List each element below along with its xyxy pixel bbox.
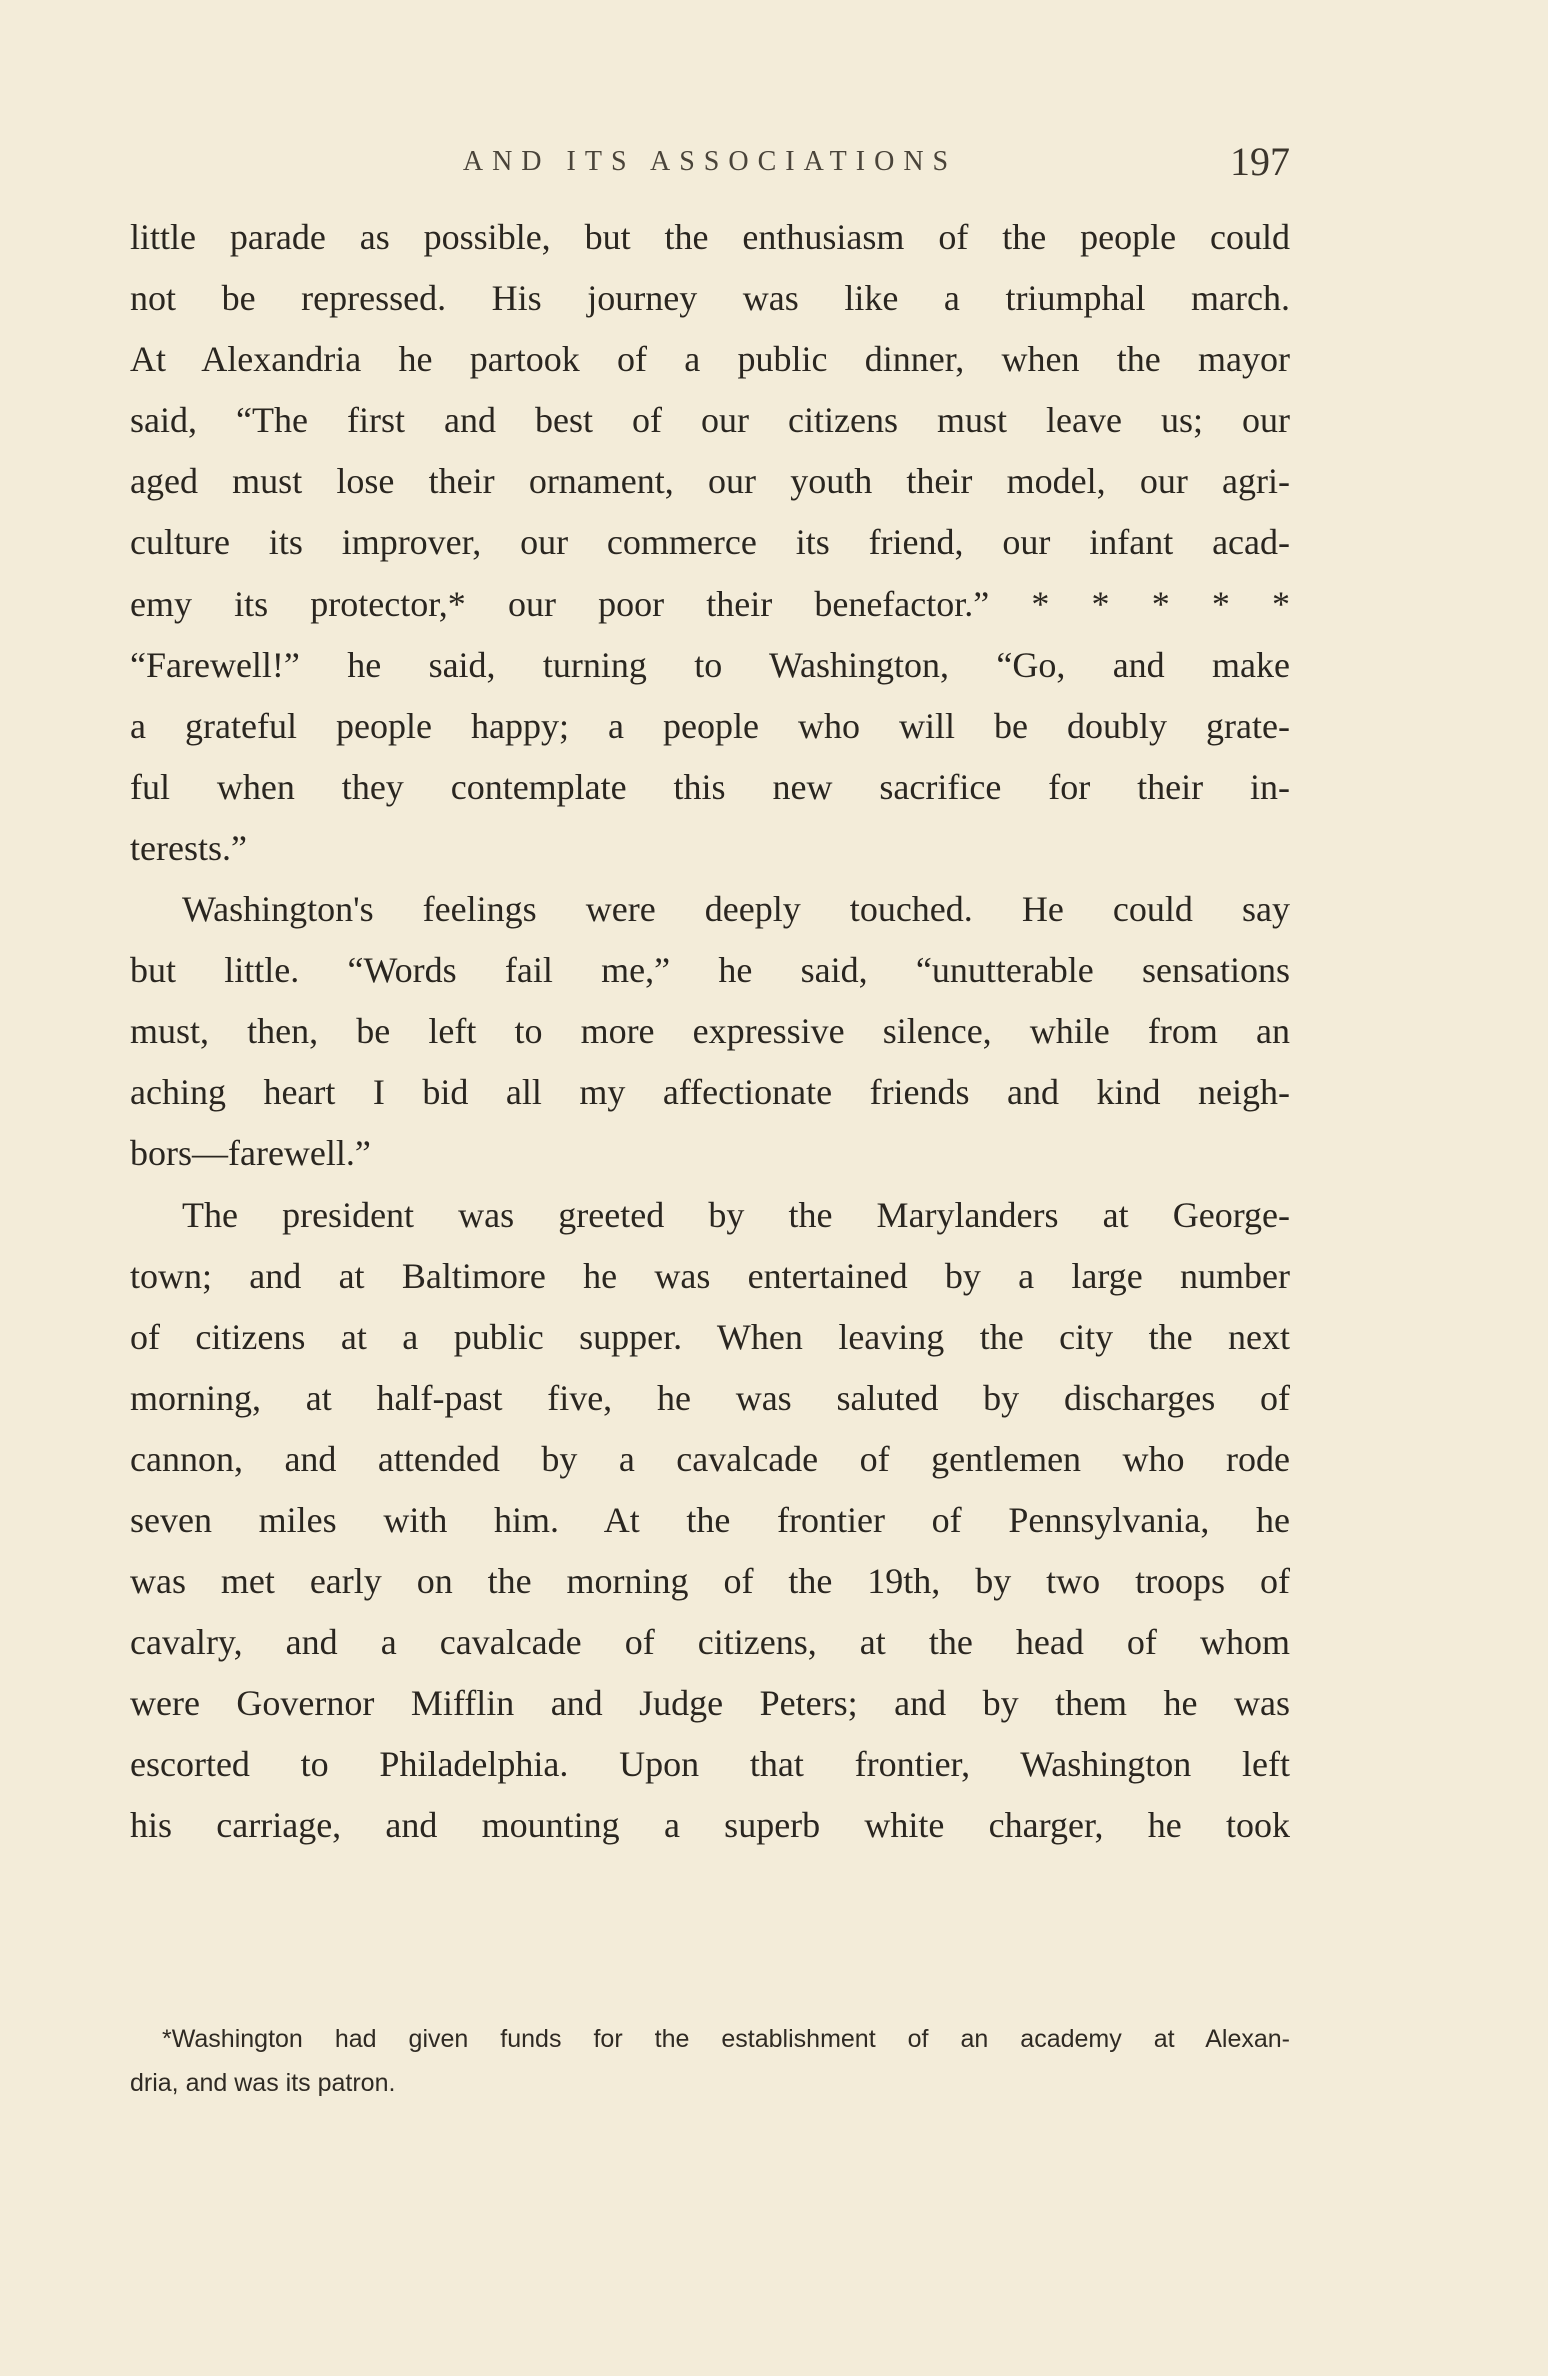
text-line: was met early on the morning of the 19th, by two troops of bbox=[130, 1561, 1290, 1602]
text-line: At Alexandria he partook of a public dinner, when the mayor bbox=[130, 339, 1290, 380]
running-head bbox=[130, 138, 1290, 188]
text-line: aching heart I bid all my affectionate friends and kind neigh- bbox=[130, 1072, 1290, 1113]
text-line: terests.” bbox=[130, 827, 247, 868]
text-line: must, then, be left to more expressive silence, while from an bbox=[130, 1011, 1290, 1052]
body-text bbox=[130, 207, 1290, 1857]
text-line: The president was greeted by the Marylanders at George- bbox=[182, 1194, 1290, 1235]
text-line: “Farewell!” he said, turning to Washington, “Go, and make bbox=[130, 644, 1290, 685]
text-line: town; and at Baltimore he was entertained by a large number bbox=[130, 1255, 1290, 1296]
text-line: of citizens at a public supper. When leaving the city the next bbox=[130, 1316, 1290, 1357]
text-line: Washington's feelings were deeply touched. He could say bbox=[182, 889, 1290, 930]
text-line: not be repressed. His journey was like a triumphal march. bbox=[130, 278, 1290, 319]
footnote bbox=[130, 2017, 1290, 2105]
text-line: culture its improver, our commerce its friend, our infant acad- bbox=[130, 522, 1290, 563]
running-title: AND ITS ASSOCIATIONS bbox=[462, 146, 958, 177]
text-line: were Governor Mifflin and Judge Peters; and by them he was bbox=[130, 1683, 1290, 1724]
text-line: cavalry, and a cavalcade of citizens, at the head of whom bbox=[130, 1622, 1290, 1663]
text-line: aged must lose their ornament, our youth their model, our agri- bbox=[130, 461, 1290, 502]
text-line: emy its protector,* our poor their benefactor.” * * * * * bbox=[130, 583, 1290, 624]
text-line: but little. “Words fail me,” he said, “unutterable sensations bbox=[130, 950, 1290, 991]
footnote-line: dria, and was its patron. bbox=[130, 2069, 396, 2097]
text-line: a grateful people happy; a people who will be doubly grate- bbox=[130, 705, 1290, 746]
text-line: bors—farewell.” bbox=[130, 1133, 371, 1174]
text-line: morning, at half-past five, he was saluted by discharges of bbox=[130, 1377, 1290, 1418]
text-line: escorted to Philadelphia. Upon that frontier, Washington left bbox=[130, 1744, 1290, 1785]
page-number: 197 bbox=[1230, 139, 1290, 184]
footnote-line: *Washington had given funds for the establishment of an academy at Alexan- bbox=[162, 2025, 1290, 2053]
text-line: seven miles with him. At the frontier of Pennsylvania, he bbox=[130, 1499, 1290, 1540]
text-line: said, “The first and best of our citizens must leave us; our bbox=[130, 400, 1290, 441]
text-line: little parade as possible, but the enthusiasm of the people could bbox=[130, 217, 1290, 257]
text-line: his carriage, and mounting a superb white charger, he took bbox=[130, 1805, 1290, 1846]
text-line: ful when they contemplate this new sacrifice for their in- bbox=[130, 766, 1290, 807]
text-line: cannon, and attended by a cavalcade of gentlemen who rode bbox=[130, 1438, 1290, 1479]
